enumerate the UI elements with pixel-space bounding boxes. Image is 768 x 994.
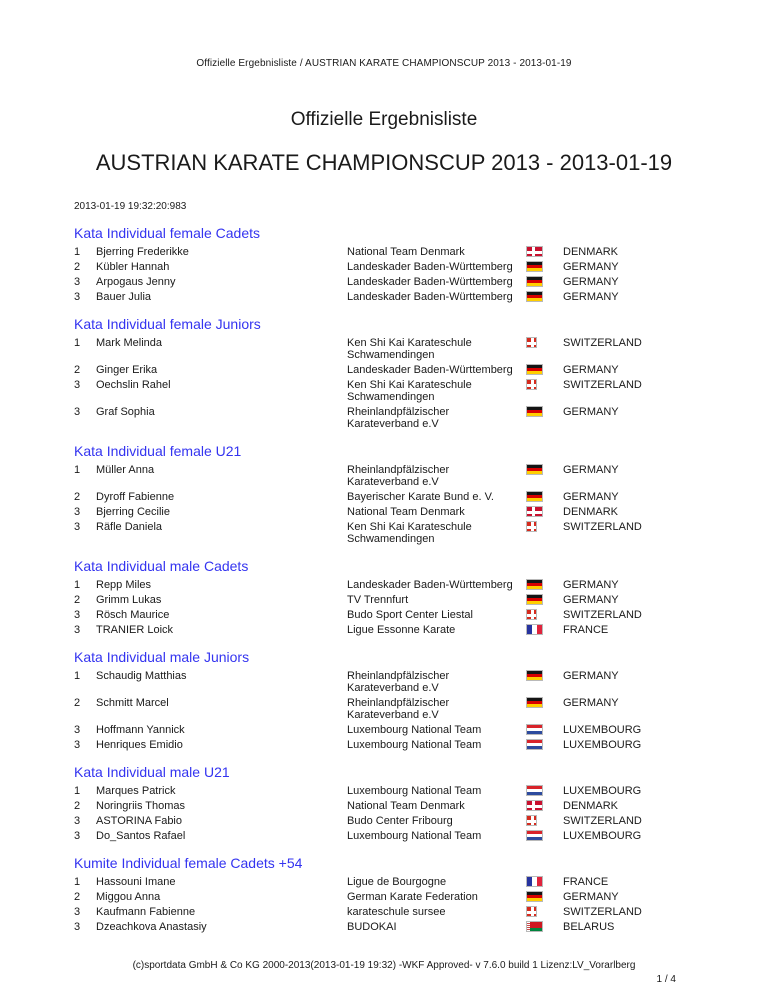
generation-timestamp: 2013-01-19 19:32:20:983 [74, 201, 187, 212]
result-row [74, 668, 708, 695]
competitor-name: Dzeachkova Anastasiy [96, 920, 207, 933]
team-name: Luxembourg National Team [347, 829, 482, 842]
rank-cell: 3 [74, 378, 81, 391]
competitor-name: Bauer Julia [96, 290, 152, 303]
category-heading: Kata Individual male U21 [74, 764, 230, 780]
rank-cell: 1 [74, 245, 81, 258]
team-name: Landeskader Baden-Württemberg [347, 363, 513, 376]
flag-cell [526, 830, 563, 842]
country-name: GERMANY [563, 593, 619, 606]
flag-cell [526, 739, 563, 751]
team-name: Ligue Essonne Karate [347, 623, 456, 636]
country-name: SWITZERLAND [563, 608, 642, 621]
team-name: Budo Sport Center Liestal [347, 608, 473, 621]
category-heading: Kata Individual female Cadets [74, 225, 260, 241]
result-row [74, 289, 708, 304]
result-row [74, 274, 708, 289]
flag-cell [526, 594, 563, 606]
country-name: GERMANY [563, 405, 619, 418]
competitor-name: Graf Sophia [96, 405, 155, 418]
flag-cell [526, 521, 563, 533]
result-row [74, 722, 708, 737]
rank-cell: 3 [74, 829, 81, 842]
competitor-name: TRANIER Loick [96, 623, 174, 636]
category-heading: Kata Individual male Cadets [74, 558, 249, 574]
country-name: FRANCE [563, 875, 609, 888]
germany-flag-icon [526, 594, 543, 605]
luxembourg-flag-icon [526, 739, 543, 750]
luxembourg-flag-icon [526, 785, 543, 796]
flag-cell [526, 246, 563, 258]
category-heading: Kumite Individual female Cadets +54 [74, 855, 303, 871]
team-name: Ligue de Bourgogne [347, 875, 447, 888]
switzerland-flag-icon [526, 815, 537, 826]
switzerland-flag-icon [526, 379, 537, 390]
result-section [74, 558, 708, 637]
country-name: GERMANY [563, 890, 619, 903]
team-name: karateschule sursee [347, 905, 446, 918]
flag-cell [526, 337, 563, 349]
page-subtitle: AUSTRIAN KARATE CHAMPIONSCUP 2013 - 2013-01-19 [95, 150, 673, 175]
rank-cell: 2 [74, 799, 81, 812]
category-heading: Kata Individual male Juniors [74, 649, 250, 665]
team-name: National Team Denmark [347, 505, 465, 518]
flag-cell [526, 785, 563, 797]
competitor-name: Noringriis Thomas [96, 799, 186, 812]
germany-flag-icon [526, 364, 543, 375]
rank-cell: 1 [74, 463, 81, 476]
competitor-name: Hassouni Imane [96, 875, 176, 888]
flag-cell [526, 579, 563, 591]
result-row [74, 244, 708, 259]
germany-flag-icon [526, 464, 543, 475]
result-section [74, 443, 708, 546]
country-name: GERMANY [563, 290, 619, 303]
result-row [74, 904, 708, 919]
country-name: LUXEMBOURG [563, 723, 642, 736]
competitor-name: Oechslin Rahel [96, 378, 171, 391]
page-title: Offizielle Ergebnisliste [290, 109, 478, 130]
germany-flag-icon [526, 491, 543, 502]
result-section [74, 225, 708, 304]
competitor-name: Kübler Hannah [96, 260, 170, 273]
country-name: GERMANY [563, 578, 619, 591]
rank-cell: 3 [74, 723, 81, 736]
rank-cell: 3 [74, 290, 81, 303]
rank-cell: 2 [74, 696, 81, 709]
team-name: Luxembourg National Team [347, 723, 482, 736]
flag-cell [526, 697, 563, 709]
country-name: GERMANY [563, 669, 619, 682]
team-name: Rheinlandpfälzischer Karateverband e.V [347, 696, 450, 721]
team-name: BUDOKAI [347, 920, 397, 933]
competitor-name: Schaudig Matthias [96, 669, 187, 682]
competitor-name: Grimm Lukas [96, 593, 162, 606]
team-name: Ken Shi Kai Karateschule Schwamendingen [347, 520, 472, 545]
competitor-name: Müller Anna [96, 463, 155, 476]
result-section [74, 764, 708, 843]
rank-cell: 3 [74, 275, 81, 288]
rank-cell: 2 [74, 593, 81, 606]
flag-cell [526, 815, 563, 827]
result-row [74, 404, 708, 431]
rank-cell: 2 [74, 363, 81, 376]
result-row [74, 737, 708, 752]
germany-flag-icon [526, 406, 543, 417]
competitor-name: Repp Miles [96, 578, 152, 591]
country-name: SWITZERLAND [563, 378, 642, 391]
result-row [74, 577, 708, 592]
competitor-name: Kaufmann Fabienne [96, 905, 196, 918]
team-name: Landeskader Baden-Württemberg [347, 578, 513, 591]
flag-cell [526, 276, 563, 288]
country-name: SWITZERLAND [563, 520, 642, 533]
team-name: Rheinlandpfälzischer Karateverband e.V [347, 405, 450, 430]
rank-cell: 3 [74, 920, 81, 933]
team-name: Landeskader Baden-Württemberg [347, 290, 513, 303]
team-name: National Team Denmark [347, 245, 465, 258]
result-row [74, 695, 708, 722]
flag-cell [526, 406, 563, 418]
team-name: Ken Shi Kai Karateschule Schwamendingen [347, 336, 472, 361]
denmark-flag-icon [526, 800, 543, 811]
rank-cell: 1 [74, 336, 81, 349]
competitor-name: Bjerring Cecilie [96, 505, 170, 518]
category-heading: Kata Individual female U21 [74, 443, 242, 459]
rank-cell: 3 [74, 814, 81, 827]
result-section [74, 316, 708, 431]
flag-cell [526, 876, 563, 888]
germany-flag-icon [526, 291, 543, 302]
switzerland-flag-icon [526, 337, 537, 348]
result-row [74, 504, 708, 519]
competitor-name: Räfle Daniela [96, 520, 163, 533]
result-row [74, 889, 708, 904]
team-name: Luxembourg National Team [347, 738, 482, 751]
country-name: GERMANY [563, 363, 619, 376]
result-row [74, 622, 708, 637]
country-name: SWITZERLAND [563, 336, 642, 349]
team-name: Bayerischer Karate Bund e. V. [347, 490, 494, 503]
flag-cell [526, 261, 563, 273]
team-name: TV Trennfurt [347, 593, 409, 606]
germany-flag-icon [526, 276, 543, 287]
result-row [74, 813, 708, 828]
competitor-name: Hoffmann Yannick [96, 723, 185, 736]
switzerland-flag-icon [526, 906, 537, 917]
rank-cell: 3 [74, 405, 81, 418]
flag-cell [526, 906, 563, 918]
rank-cell: 1 [74, 669, 81, 682]
country-name: LUXEMBOURG [563, 829, 642, 842]
germany-flag-icon [526, 891, 543, 902]
competitor-name: Dyroff Fabienne [96, 490, 175, 503]
result-row [74, 519, 708, 546]
france-flag-icon [526, 876, 543, 887]
result-row [74, 874, 708, 889]
team-name: National Team Denmark [347, 799, 465, 812]
country-name: BELARUS [563, 920, 615, 933]
flag-cell [526, 724, 563, 736]
flag-cell [526, 609, 563, 621]
country-name: GERMANY [563, 275, 619, 288]
flag-cell [526, 891, 563, 903]
results-content [74, 225, 708, 934]
competitor-name: Arpogaus Jenny [96, 275, 176, 288]
belarus-flag-icon [526, 921, 543, 932]
document-header: Offizielle Ergebnisliste / AUSTRIAN KARATE CHAMPIONSCUP 2013 - 2013-01-19 [196, 58, 572, 69]
result-row [74, 798, 708, 813]
result-section [74, 855, 708, 934]
competitor-name: Schmitt Marcel [96, 696, 169, 709]
competitor-name: Marques Patrick [96, 784, 176, 797]
country-name: DENMARK [563, 505, 619, 518]
competitor-name: ASTORINA Fabio [96, 814, 182, 827]
team-name: German Karate Federation [347, 890, 478, 903]
flag-cell [526, 291, 563, 303]
switzerland-flag-icon [526, 521, 537, 532]
country-name: SWITZERLAND [563, 814, 642, 827]
country-name: DENMARK [563, 245, 619, 258]
result-row [74, 362, 708, 377]
result-row [74, 828, 708, 843]
team-name: Ken Shi Kai Karateschule Schwamendingen [347, 378, 472, 403]
country-name: LUXEMBOURG [563, 738, 642, 751]
result-row [74, 919, 708, 934]
germany-flag-icon [526, 697, 543, 708]
page-number: 1 / 4 [656, 974, 676, 985]
result-row [74, 377, 708, 404]
flag-cell [526, 624, 563, 636]
team-name: Rheinlandpfälzischer Karateverband e.V [347, 463, 450, 488]
team-name: Budo Center Fribourg [347, 814, 453, 827]
rank-cell: 2 [74, 260, 81, 273]
rank-cell: 3 [74, 505, 81, 518]
flag-cell [526, 464, 563, 476]
competitor-name: Do_Santos Rafael [96, 829, 186, 842]
rank-cell: 2 [74, 890, 81, 903]
switzerland-flag-icon [526, 609, 537, 620]
germany-flag-icon [526, 261, 543, 272]
country-name: DENMARK [563, 799, 619, 812]
denmark-flag-icon [526, 506, 543, 517]
team-name: Landeskader Baden-Württemberg [347, 260, 513, 273]
competitor-name: Miggou Anna [96, 890, 161, 903]
competitor-name: Ginger Erika [96, 363, 158, 376]
country-name: SWITZERLAND [563, 905, 642, 918]
rank-cell: 1 [74, 784, 81, 797]
result-row [74, 489, 708, 504]
competitor-name: Bjerring Frederikke [96, 245, 189, 258]
luxembourg-flag-icon [526, 830, 543, 841]
rank-cell: 3 [74, 905, 81, 918]
result-row [74, 592, 708, 607]
country-name: FRANCE [563, 623, 609, 636]
flag-cell [526, 379, 563, 391]
country-name: GERMANY [563, 696, 619, 709]
luxembourg-flag-icon [526, 724, 543, 735]
result-row [74, 259, 708, 274]
result-row [74, 783, 708, 798]
flag-cell [526, 921, 563, 933]
category-heading: Kata Individual female Juniors [74, 316, 261, 332]
germany-flag-icon [526, 579, 543, 590]
germany-flag-icon [526, 670, 543, 681]
competitor-name: Mark Melinda [96, 336, 163, 349]
flag-cell [526, 670, 563, 682]
competitor-name: Rösch Maurice [96, 608, 170, 621]
flag-cell [526, 800, 563, 812]
team-name: Luxembourg National Team [347, 784, 482, 797]
result-section [74, 649, 708, 752]
team-name: Landeskader Baden-Württemberg [347, 275, 513, 288]
rank-cell: 2 [74, 490, 81, 503]
flag-cell [526, 491, 563, 503]
country-name: GERMANY [563, 260, 619, 273]
flag-cell [526, 364, 563, 376]
france-flag-icon [526, 624, 543, 635]
rank-cell: 3 [74, 623, 81, 636]
result-row [74, 462, 708, 489]
rank-cell: 3 [74, 738, 81, 751]
country-name: LUXEMBOURG [563, 784, 642, 797]
result-row [74, 607, 708, 622]
rank-cell: 3 [74, 608, 81, 621]
footer-credits: (c)sportdata GmbH & Co KG 2000-2013(2013-01-19 19:32) -WKF Approved- v 7.6.0 build 1 Lizenz:LV_Vorarlberg [132, 960, 636, 971]
country-name: GERMANY [563, 463, 619, 476]
flag-cell [526, 506, 563, 518]
competitor-name: Henriques Emidio [96, 738, 183, 751]
rank-cell: 3 [74, 520, 81, 533]
result-row [74, 335, 708, 362]
country-name: GERMANY [563, 490, 619, 503]
team-name: Rheinlandpfälzischer Karateverband e.V [347, 669, 450, 694]
rank-cell: 1 [74, 875, 81, 888]
rank-cell: 1 [74, 578, 81, 591]
denmark-flag-icon [526, 246, 543, 257]
